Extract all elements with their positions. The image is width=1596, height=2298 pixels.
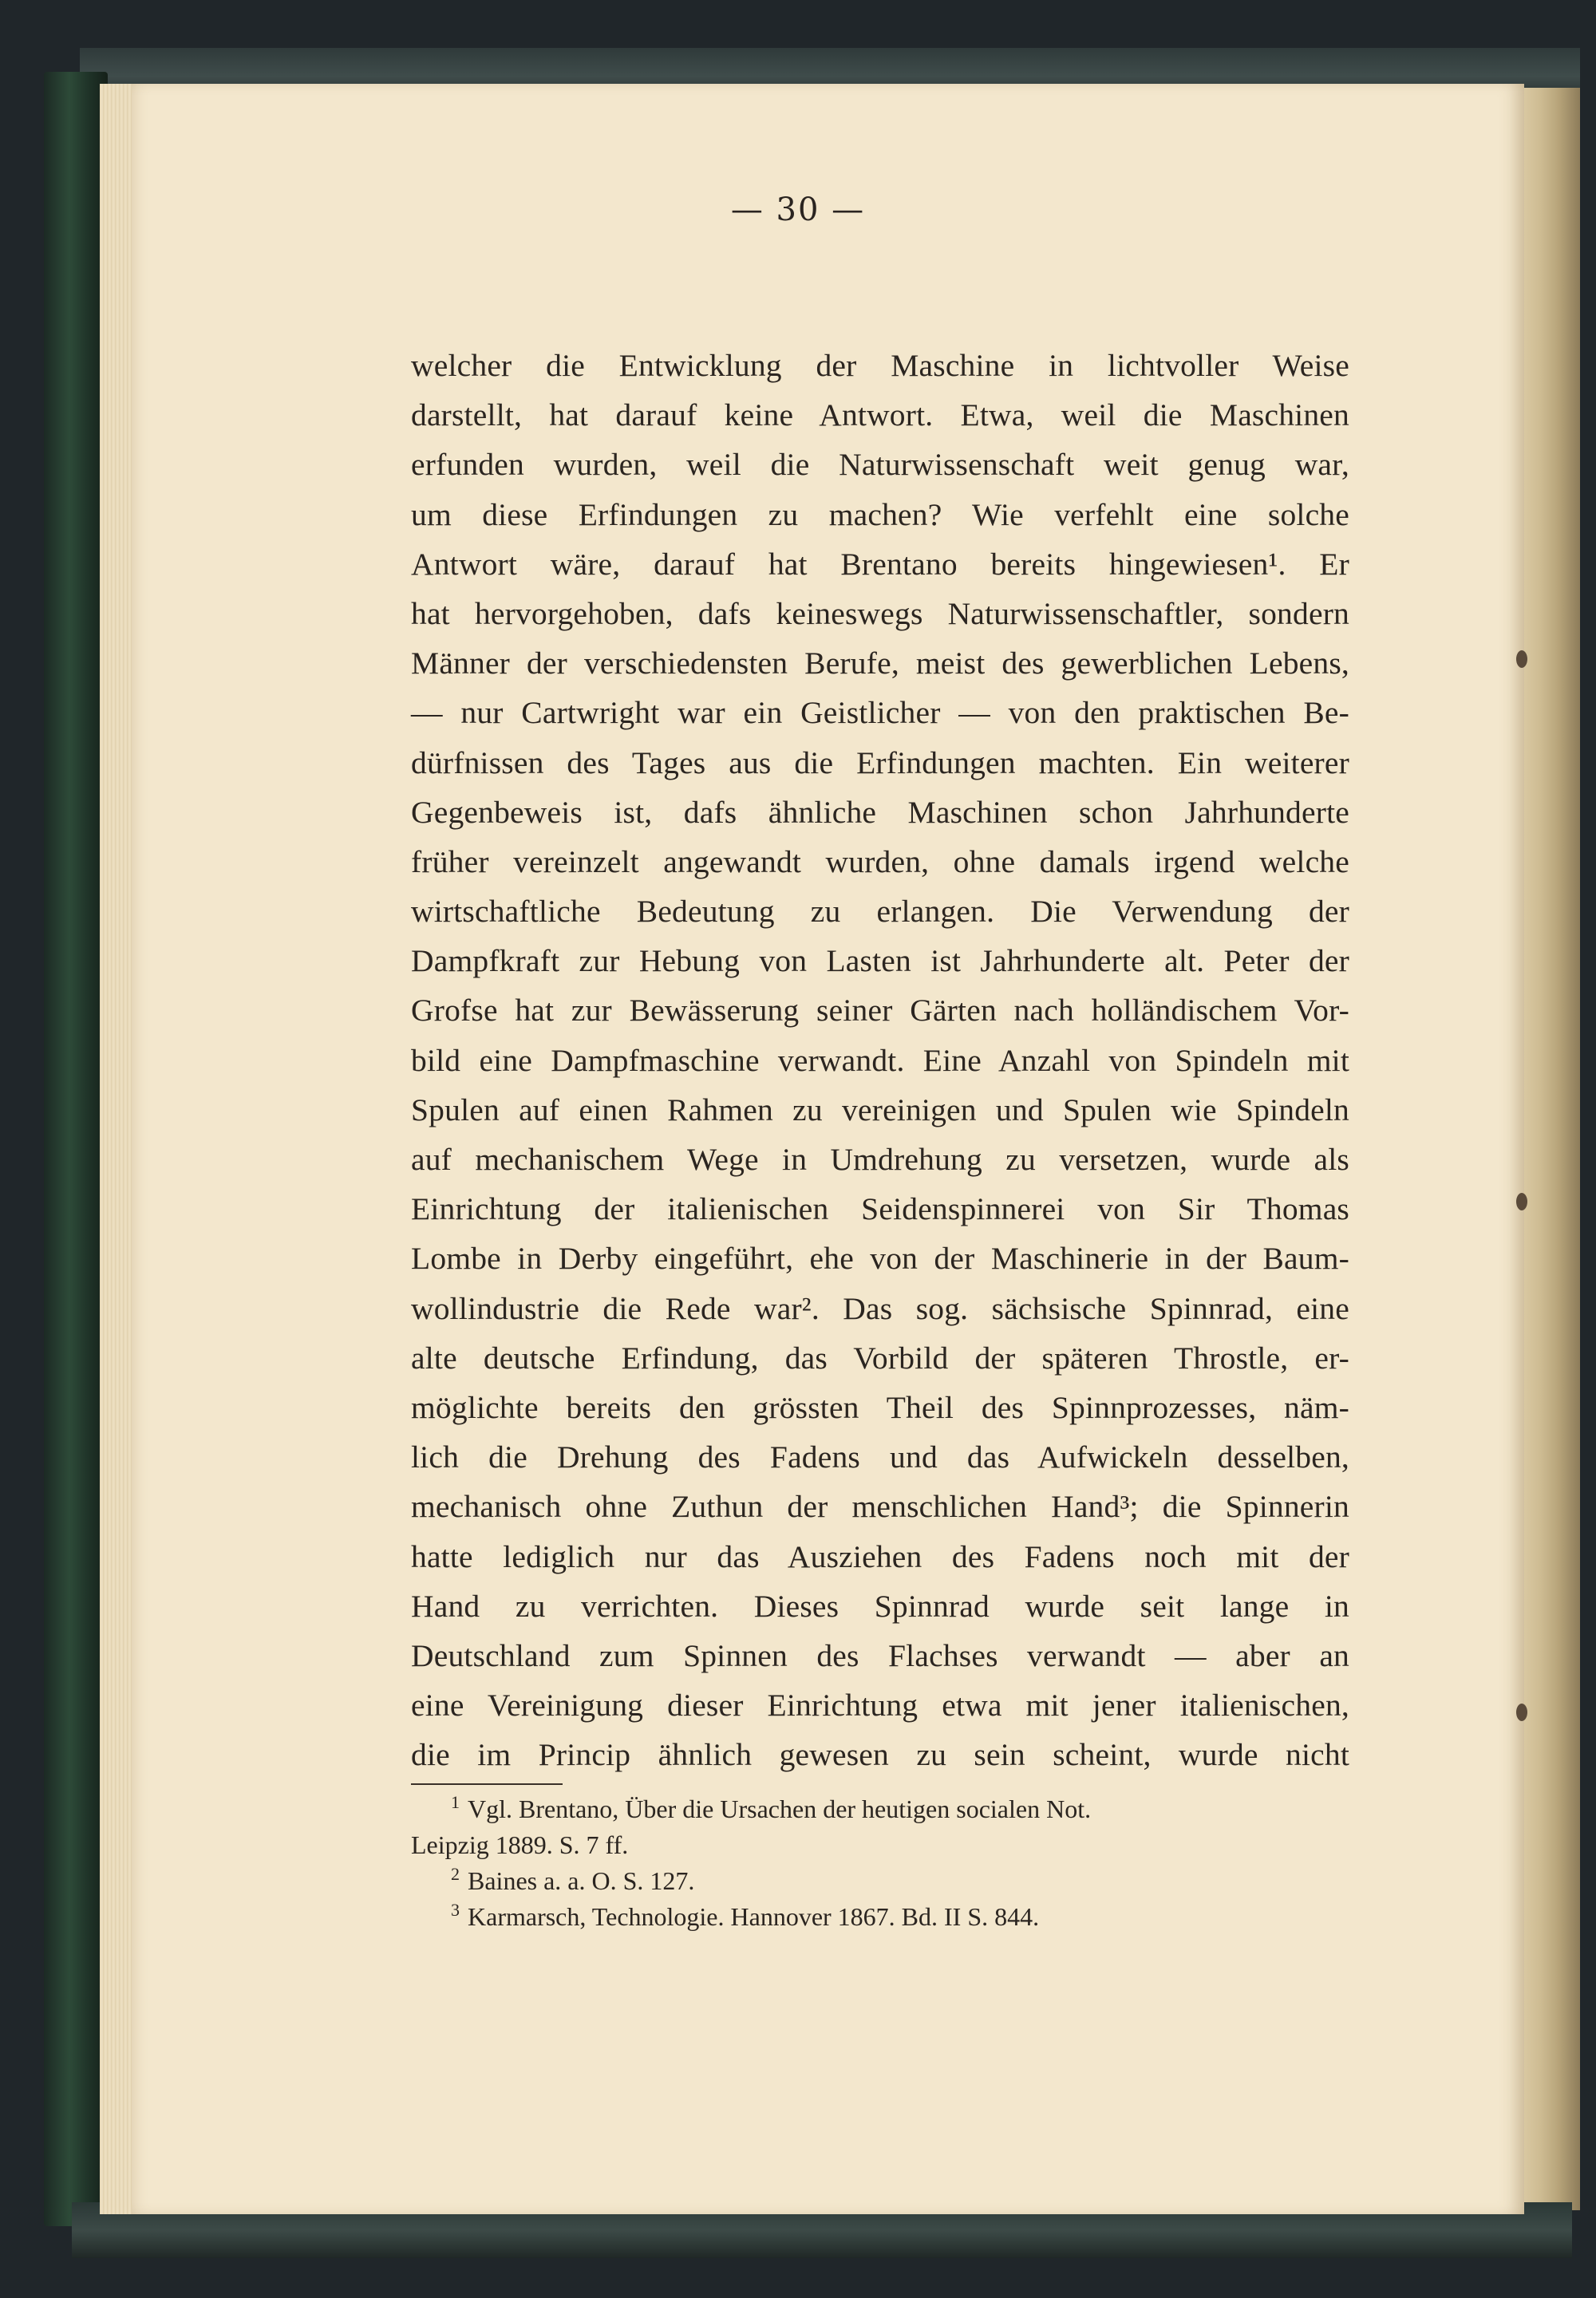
footnote-1 [411, 1791, 1349, 1827]
text-line: Einrichtung der italienischen Seidenspinnerei von Sir Thomas [411, 1191, 1349, 1227]
text-line: Gegenbeweis ist, dafs ähnliche Maschinen schon Jahrhunderte [411, 794, 1349, 830]
text-line: — nur Cartwright war ein Geistlicher — von den praktischen Be- [411, 695, 1349, 731]
page-stack-edge [100, 84, 132, 2214]
footnote-text: Leipzig 1889. S. 7 ff. [411, 1830, 629, 1859]
text-line: früher vereinzelt angewandt wurden, ohne damals irgend welche [411, 843, 1349, 879]
footnotes [411, 1791, 1349, 1935]
text-line: um diese Erfindungen zu machen? Wie verfehlt eine solche [411, 496, 1349, 532]
text-line: hat hervorgehoben, dafs keineswegs Naturwissenschaftler, sondern [411, 595, 1349, 631]
book-spine-marbled [44, 72, 108, 2226]
footnote-3 [411, 1899, 1349, 1935]
text-line: die im Princip ähnlich gewesen zu sein scheint, wurde nicht [411, 1737, 1349, 1773]
footnote-text: Baines a. a. O. S. 127. [468, 1866, 695, 1895]
text-line: alte deutsche Erfindung, das Vorbild der späteren Throstle, er- [411, 1340, 1349, 1376]
text-line: Dampfkraft zur Hebung von Lasten ist Jahrhunderte alt. Peter der [411, 943, 1349, 979]
text-line: mechanisch ohne Zuthun der menschlichen Hand³; die Spinnerin [411, 1489, 1349, 1525]
text-line: hatte lediglich nur das Ausziehen des Fadens noch mit der [411, 1538, 1349, 1574]
footnote-mark: 3 [451, 1900, 460, 1921]
body-text [411, 341, 1349, 1779]
text-line: Hand zu verrichten. Dieses Spinnrad wurde seit lange in [411, 1588, 1349, 1624]
page-fore-edge [1524, 88, 1580, 2210]
text-line: Spulen auf einen Rahmen zu vereinigen und Spulen wie Spindeln [411, 1092, 1349, 1127]
footnote-text: Karmarsch, Technologie. Hannover 1867. Bd. II S. 844. [468, 1902, 1040, 1931]
text-line: auf mechanischem Wege in Umdrehung zu versetzen, wurde als [411, 1142, 1349, 1177]
page-dot-mark [1516, 1193, 1527, 1210]
text-line: Deutschland zum Spinnen des Flachses verwandt — aber an [411, 1637, 1349, 1673]
text-line: erfunden wurden, weil die Naturwissenschaft weit genug war, [411, 447, 1349, 483]
text-line: Lombe in Derby eingeführt, ehe von der Maschinerie in der Baum- [411, 1241, 1349, 1277]
text-line: eine Vereinigung dieser Einrichtung etwa mit jener italienischen, [411, 1688, 1349, 1724]
footnote-mark: 2 [451, 1864, 460, 1885]
footnote-2 [411, 1863, 1349, 1899]
text-line: wirtschaftliche Bedeutung zu erlangen. Die Verwendung der [411, 894, 1349, 930]
text-line: wollindustrie die Rede war². Das sog. sächsische Spinnrad, eine [411, 1290, 1349, 1326]
text-line: Männer der verschiedensten Berufe, meist des gewerblichen Lebens, [411, 646, 1349, 681]
footnote-mark: 1 [451, 1792, 460, 1813]
footnote-1-continued [411, 1827, 1349, 1863]
footnote-divider [411, 1783, 563, 1785]
text-line: Antwort wäre, darauf hat Brentano bereits hingewiesen¹. Er [411, 546, 1349, 582]
page-dot-mark [1516, 650, 1527, 668]
text-line: lich die Drehung des Fadens und das Aufwickeln desselben, [411, 1439, 1349, 1475]
text-line: Grofse hat zur Bewässerung seiner Gärten nach holländischem Vor- [411, 993, 1349, 1029]
text-line: möglichte bereits den grössten Theil des Spinnprozesses, näm- [411, 1389, 1349, 1425]
text-line: bild eine Dampfmaschine verwandt. Eine Anzahl von Spindeln mit [411, 1042, 1349, 1078]
text-line: welcher die Entwicklung der Maschine in lichtvoller Weise [411, 348, 1349, 383]
page-dot-mark [1516, 1704, 1527, 1721]
text-line: darstellt, hat darauf keine Antwort. Etwa, weil die Maschinen [411, 397, 1349, 433]
text-line: dürfnissen des Tages aus die Erfindungen machten. Ein weiterer [411, 744, 1349, 780]
footnote-text: Vgl. Brentano, Über die Ursachen der heutigen socialen Not. [468, 1795, 1092, 1823]
page-number: — 30 — [730, 192, 866, 228]
